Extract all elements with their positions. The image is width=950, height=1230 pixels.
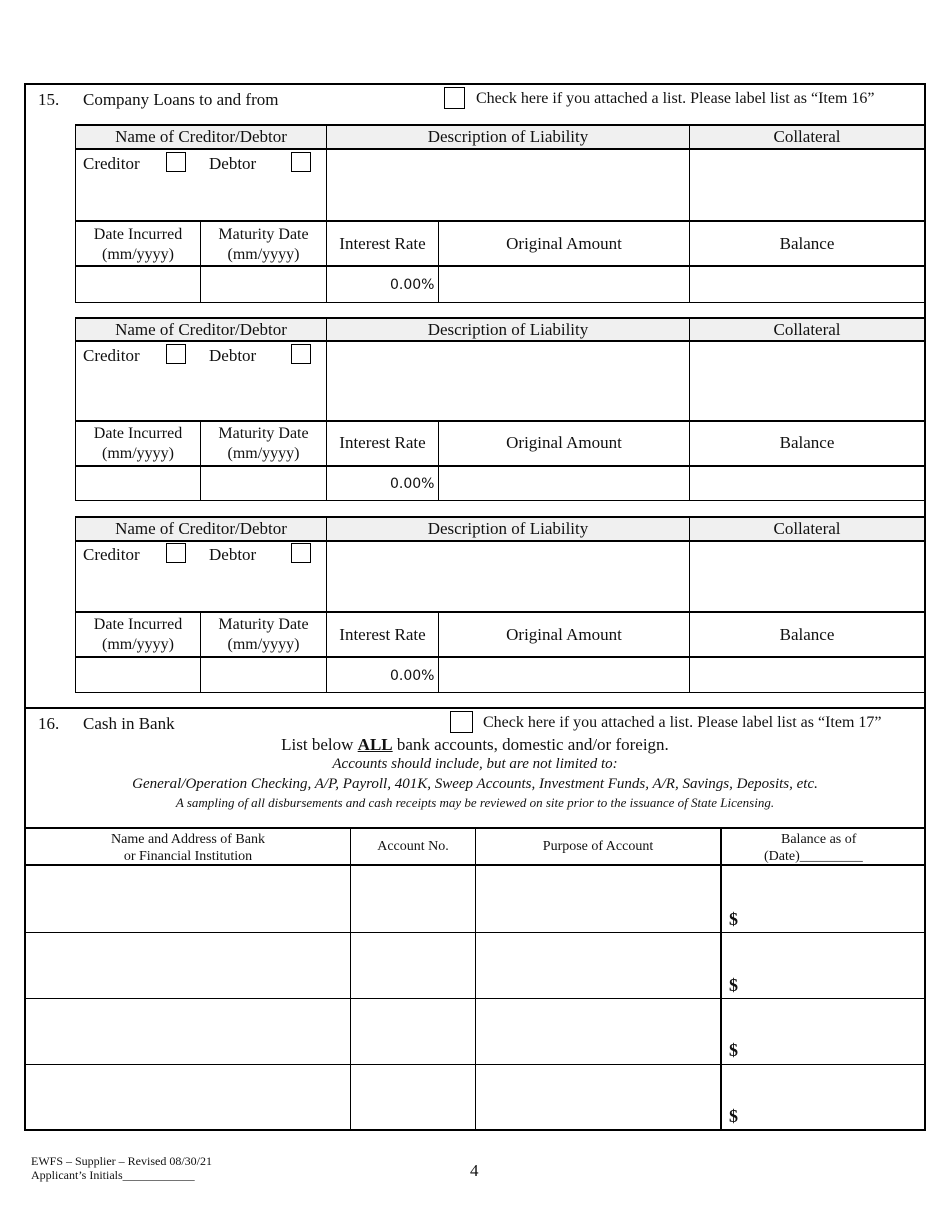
bank-row-4 (26, 1065, 924, 1128)
bank-name-field[interactable] (26, 866, 349, 931)
header-original-amount: Original Amount (506, 625, 622, 644)
account-no-field[interactable] (352, 1065, 474, 1128)
section-divider (24, 707, 926, 709)
purpose-field[interactable] (477, 999, 719, 1063)
account-no-field[interactable] (352, 999, 474, 1063)
item16-attach-note: Check here if you attached a list. Please label list as “Item 17” (483, 714, 882, 731)
date-incurred-field[interactable] (76, 467, 199, 499)
interest-rate-field[interactable]: 0.00% (390, 668, 435, 684)
balance-field[interactable] (690, 658, 923, 691)
header-collateral: Collateral (773, 519, 841, 538)
header-date-incurred: Date Incurred (mm/yyyy) (93, 425, 183, 462)
header-interest-rate: Interest Rate (339, 625, 426, 644)
accounts-note: Accounts should include, but are not limited to: (332, 756, 618, 772)
creditor-checkbox[interactable] (166, 543, 186, 563)
creditor-label: Creditor (83, 545, 140, 564)
header-date-incurred: Date Incurred (mm/yyyy) (93, 226, 183, 263)
header-balance: Balance (779, 625, 835, 644)
header-maturity-date: Maturity Date (mm/yyyy) (218, 425, 309, 462)
outer-frame-top (24, 83, 926, 85)
debtor-checkbox[interactable] (291, 344, 311, 364)
header-description: Description of Liability (427, 320, 589, 339)
header-maturity-date: Maturity Date (mm/yyyy) (218, 226, 309, 263)
header-collateral: Collateral (773, 320, 841, 339)
header-interest-rate: Interest Rate (339, 234, 426, 253)
balance-field[interactable] (690, 267, 923, 301)
creditor-label: Creditor (83, 154, 140, 173)
debtor-label: Debtor (209, 545, 257, 564)
item15-title: Company Loans to and from (83, 90, 279, 109)
header-name: Name of Creditor/Debtor (115, 127, 287, 146)
purpose-field[interactable] (477, 933, 719, 997)
purpose-field[interactable] (477, 866, 719, 931)
item16-number: 16. (38, 714, 60, 733)
account-no-field[interactable] (352, 866, 474, 931)
balance-field[interactable]: $ (729, 975, 738, 995)
debtor-label: Debtor (209, 154, 257, 173)
creditor-checkbox[interactable] (166, 152, 186, 172)
collateral-field[interactable] (690, 542, 923, 610)
date-incurred-field[interactable] (76, 658, 199, 691)
header-balance: Balance (779, 433, 835, 452)
header-collateral: Collateral (773, 127, 841, 146)
footer-initials: Applicant’s Initials____________ (31, 1168, 195, 1182)
balance-field[interactable] (690, 467, 923, 499)
creditor-checkbox[interactable] (166, 344, 186, 364)
description-field[interactable] (327, 342, 688, 419)
item15-number: 15. (38, 90, 60, 109)
footer-form-id: EWFS – Supplier – Revised 08/30/21 (31, 1154, 212, 1168)
date-incurred-field[interactable] (76, 267, 199, 301)
creditor-label: Creditor (83, 346, 140, 365)
balance-field[interactable]: $ (729, 1106, 738, 1126)
header-original-amount: Original Amount (506, 234, 622, 253)
bank-row-1 (26, 866, 924, 931)
item15-attach-note: Check here if you attached a list. Please label list as “Item 16” (476, 90, 875, 107)
item16-attach-checkbox[interactable] (450, 711, 473, 733)
account-no-field[interactable] (352, 933, 474, 997)
header-date-incurred: Date Incurred (mm/yyyy) (93, 616, 183, 653)
bank-row-3 (26, 999, 924, 1063)
interest-rate-field[interactable]: 0.00% (390, 277, 435, 293)
collateral-field[interactable] (690, 342, 923, 419)
item16-title: Cash in Bank (83, 714, 175, 733)
sampling-note: A sampling of all disbursements and cash receipts may be reviewed on site prior to the issuance of State Licensing. (175, 795, 775, 810)
balance-field[interactable]: $ (729, 909, 738, 929)
col-balance: Balance as of (Date)_________ (764, 832, 863, 864)
item15-attach-checkbox[interactable] (444, 87, 465, 109)
description-field[interactable] (327, 542, 688, 610)
bank-row-2 (26, 933, 924, 997)
list-instruction: List below ALL bank accounts, domestic and/or foreign. (281, 735, 669, 754)
col-purpose: Purpose of Account (542, 839, 654, 854)
page-number: 4 (470, 1161, 479, 1180)
maturity-date-field[interactable] (201, 467, 325, 499)
header-interest-rate: Interest Rate (339, 433, 426, 452)
header-description: Description of Liability (427, 127, 589, 146)
header-name: Name of Creditor/Debtor (115, 519, 287, 538)
bank-name-field[interactable] (26, 999, 349, 1063)
col-account: Account No. (377, 839, 449, 854)
interest-rate-field[interactable]: 0.00% (390, 476, 435, 492)
maturity-date-field[interactable] (201, 267, 325, 301)
debtor-label: Debtor (209, 346, 257, 365)
original-amount-field[interactable] (439, 467, 688, 499)
original-amount-field[interactable] (439, 267, 688, 301)
purpose-field[interactable] (477, 1065, 719, 1128)
collateral-field[interactable] (690, 150, 923, 219)
header-description: Description of Liability (427, 519, 589, 538)
accounts-types: General/Operation Checking, A/P, Payroll, 401K, Sweep Accounts, Investment Funds, A/R, Savings, Deposits, etc. (132, 776, 818, 792)
header-maturity-date: Maturity Date (mm/yyyy) (218, 616, 309, 653)
col-bank: Name and Address of Bank or Financial Institution (111, 832, 265, 864)
balance-field[interactable]: $ (729, 1040, 738, 1060)
header-name: Name of Creditor/Debtor (115, 320, 287, 339)
outer-frame-right (924, 83, 926, 1131)
header-original-amount: Original Amount (506, 433, 622, 452)
maturity-date-field[interactable] (201, 658, 325, 691)
header-balance: Balance (779, 234, 835, 253)
original-amount-field[interactable] (439, 658, 688, 691)
bank-name-field[interactable] (26, 1065, 349, 1128)
debtor-checkbox[interactable] (291, 543, 311, 563)
description-field[interactable] (327, 150, 688, 219)
bank-name-field[interactable] (26, 933, 349, 997)
debtor-checkbox[interactable] (291, 152, 311, 172)
